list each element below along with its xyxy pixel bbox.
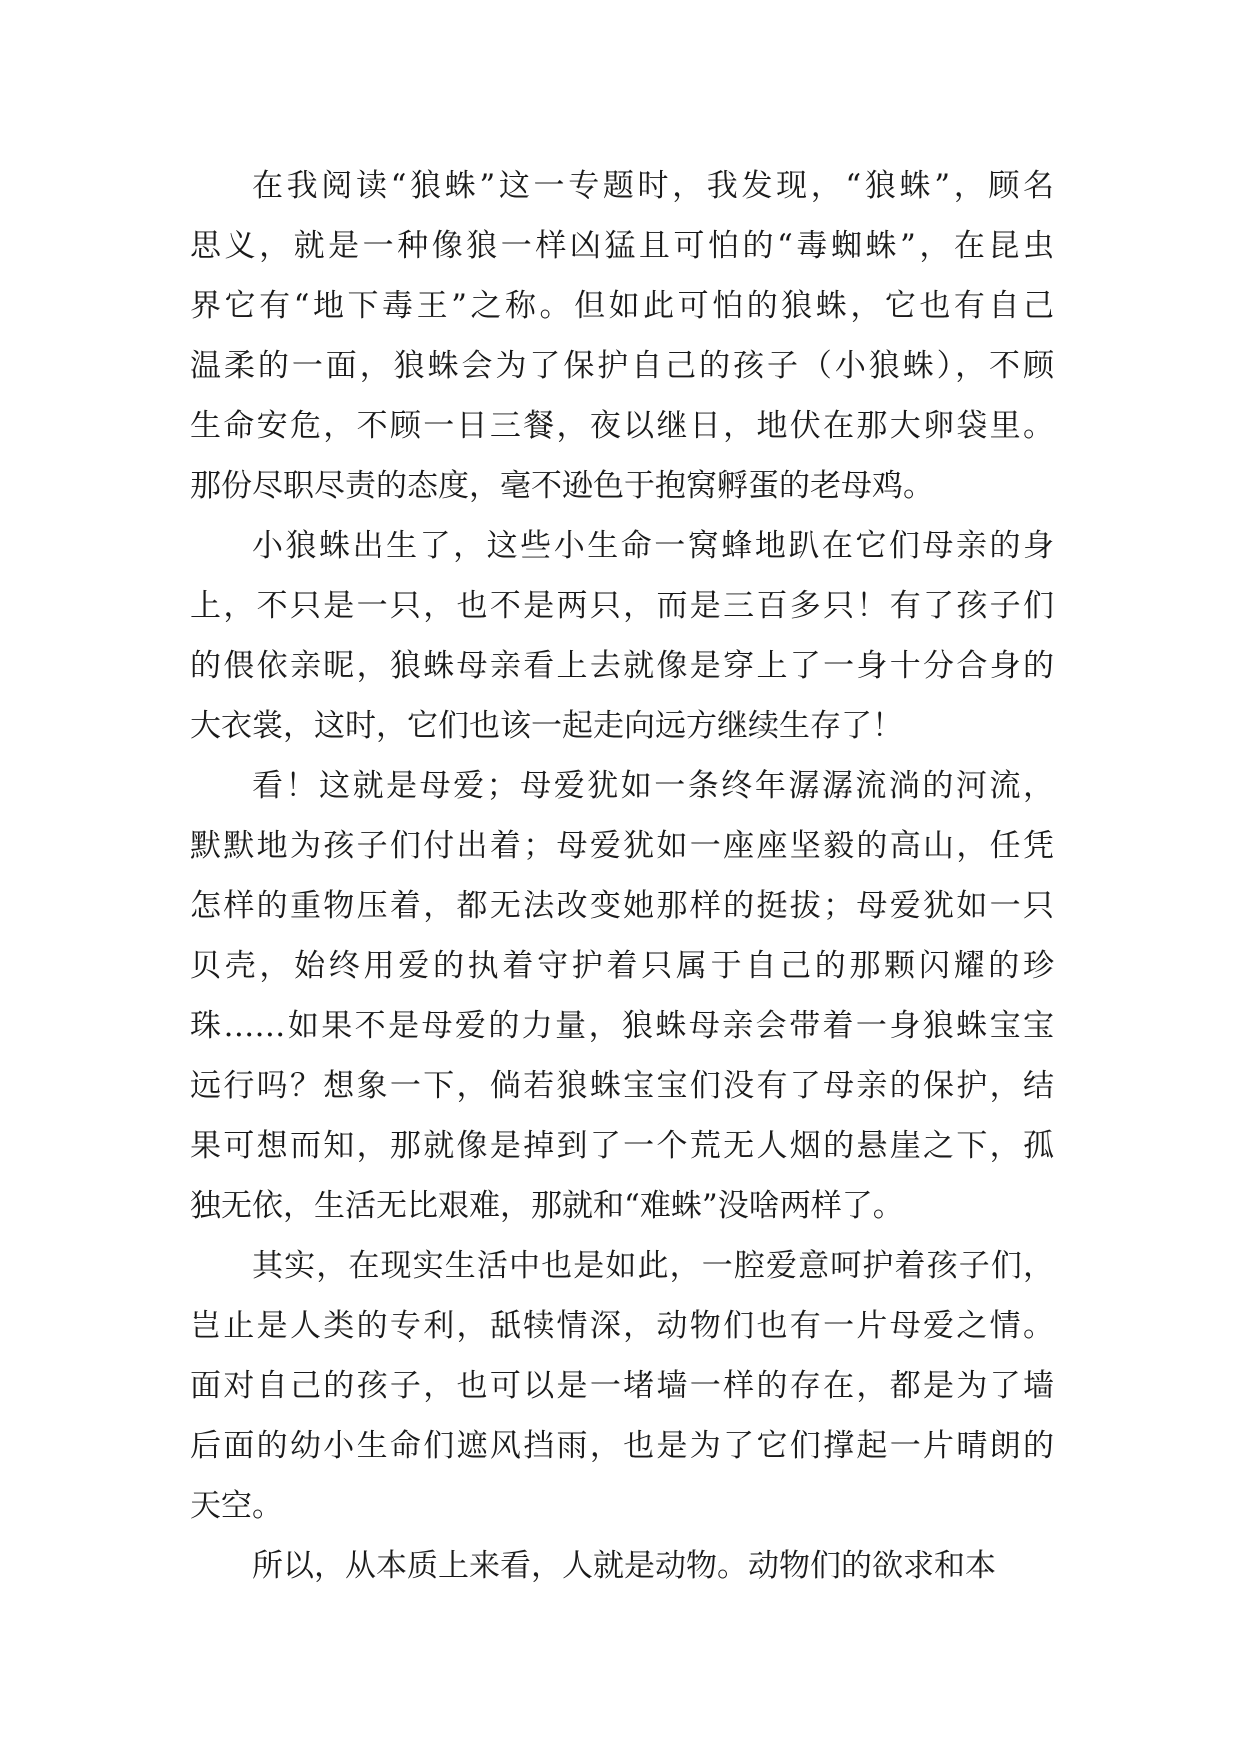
text-line: 贝壳，始终用爱的执着守护着只属于自己的那颗闪耀的珍: [190, 948, 1054, 984]
text-line: 远行吗？想象一下，倘若狼蛛宝宝们没有了母亲的保护，结: [190, 1068, 1054, 1104]
text-line: 其实，在现实生活中也是如此，一腔爱意呵护着孩子们，: [252, 1248, 1054, 1284]
text-line: 果可想而知，那就像是掉到了一个荒无人烟的悬崖之下，孤: [190, 1128, 1054, 1164]
text-line: 怎样的重物压着，都无法改变她那样的挺拔；母爱犹如一只: [190, 888, 1054, 924]
text-line: 思义，就是一种像狼一样凶猛且可怕的“毒蜘蛛”，在昆虫: [190, 228, 1054, 264]
paragraph-5: [190, 1536, 1054, 1596]
paragraph-3: [190, 756, 1054, 1236]
text-line: 上，不只是一只，也不是两只，而是三百多只！有了孩子们: [190, 588, 1054, 624]
text-line: 在我阅读“狼蛛”这一专题时，我发现，“狼蛛”，顾名: [252, 168, 1054, 204]
text-line: 面对自己的孩子，也可以是一堵墙一样的存在，都是为了墙: [190, 1368, 1054, 1404]
text-line: 岂止是人类的专利，舐犊情深，动物们也有一片母爱之情。: [190, 1308, 1054, 1344]
text-line: 后面的幼小生命们遮风挡雨，也是为了它们撑起一片晴朗的: [190, 1428, 1054, 1464]
text-line: 默默地为孩子们付出着；母爱犹如一座座坚毅的高山，任凭: [190, 828, 1054, 864]
paragraph-4: [190, 1236, 1054, 1536]
paragraph-1: [190, 156, 1054, 516]
text-line: 看！这就是母爱；母爱犹如一条终年潺潺流淌的河流，: [252, 768, 1054, 804]
text-line: 界它有“地下毒王”之称。但如此可怕的狼蛛，它也有自己: [190, 288, 1054, 324]
paragraph-2: [190, 516, 1054, 756]
text-line: 那份尽职尽责的态度，毫不逊色于抱窝孵蛋的老母鸡。: [190, 468, 934, 504]
text-line: 所以，从本质上来看，人就是动物。动物们的欲求和本: [252, 1548, 996, 1584]
text-line: 大衣裳，这时，它们也该一起走向远方继续生存了！: [190, 708, 903, 744]
text-line: 珠……如果不是母爱的力量，狼蛛母亲会带着一身狼蛛宝宝: [190, 1008, 1054, 1044]
text-line: 的偎依亲昵，狼蛛母亲看上去就像是穿上了一身十分合身的: [190, 648, 1054, 684]
text-line: 小狼蛛出生了，这些小生命一窝蜂地趴在它们母亲的身: [252, 528, 1054, 564]
essay-body: [190, 156, 1054, 1596]
text-line: 天空。: [190, 1488, 283, 1524]
text-line: 温柔的一面，狼蛛会为了保护自己的孩子（小狼蛛），不顾: [190, 348, 1054, 384]
text-line: 独无依，生活无比艰难，那就和“难蛛”没啥两样了。: [190, 1188, 904, 1224]
text-line: 生命安危，不顾一日三餐，夜以继日，地伏在那大卵袋里。: [190, 408, 1054, 444]
